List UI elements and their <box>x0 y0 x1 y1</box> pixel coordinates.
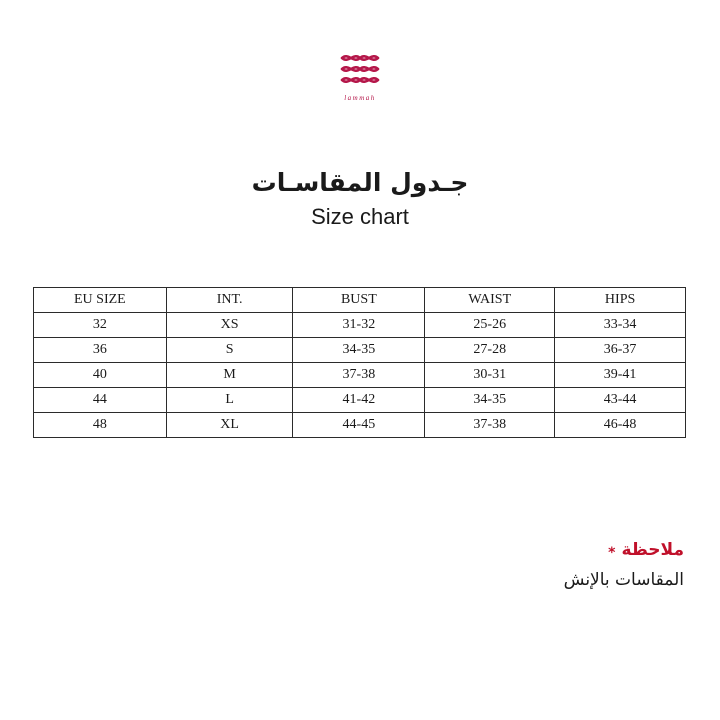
header-hips: HIPS <box>555 288 686 313</box>
table-row <box>34 313 686 338</box>
cell-int: XL <box>166 413 293 438</box>
brand-logo <box>330 48 390 108</box>
cell-hips: 46-48 <box>555 413 686 438</box>
cell-bust: 34-35 <box>293 338 425 363</box>
knot-logo-icon <box>330 48 390 108</box>
header-bust: BUST <box>293 288 425 313</box>
table-row <box>34 363 686 388</box>
cell-bust: 31-32 <box>293 313 425 338</box>
cell-bust: 44-45 <box>293 413 425 438</box>
cell-eu-size: 36 <box>34 338 167 363</box>
cell-int: XS <box>166 313 293 338</box>
cell-eu-size: 48 <box>34 413 167 438</box>
note-heading <box>608 540 684 561</box>
table-row <box>34 388 686 413</box>
cell-waist: 37-38 <box>425 413 555 438</box>
table-header-row <box>34 288 686 313</box>
cell-hips: 39-41 <box>555 363 686 388</box>
cell-hips: 43-44 <box>555 388 686 413</box>
note-text: المقاسات بالإنش <box>563 570 684 590</box>
header-int: INT. <box>166 288 293 313</box>
cell-int: M <box>166 363 293 388</box>
size-chart-table <box>33 287 686 438</box>
cell-bust: 37-38 <box>293 363 425 388</box>
table-row <box>34 413 686 438</box>
note-star-icon: * <box>608 545 616 561</box>
cell-waist: 30-31 <box>425 363 555 388</box>
cell-bust: 41-42 <box>293 388 425 413</box>
cell-int: S <box>166 338 293 363</box>
header-waist: WAIST <box>425 288 555 313</box>
page-title-arabic: جـدول المقاسـات <box>251 168 469 197</box>
note-label: ملاحظة <box>621 540 684 560</box>
header-eu-size: EU SIZE <box>34 288 167 313</box>
cell-waist: 27-28 <box>425 338 555 363</box>
cell-waist: 34-35 <box>425 388 555 413</box>
cell-int: L <box>166 388 293 413</box>
cell-eu-size: 44 <box>34 388 167 413</box>
cell-hips: 36-37 <box>555 338 686 363</box>
cell-hips: 33-34 <box>555 313 686 338</box>
cell-eu-size: 32 <box>34 313 167 338</box>
table-row <box>34 338 686 363</box>
logo-wordmark: lammah <box>344 94 376 102</box>
cell-waist: 25-26 <box>425 313 555 338</box>
page-title-english: Size chart <box>311 204 409 229</box>
cell-eu-size: 40 <box>34 363 167 388</box>
